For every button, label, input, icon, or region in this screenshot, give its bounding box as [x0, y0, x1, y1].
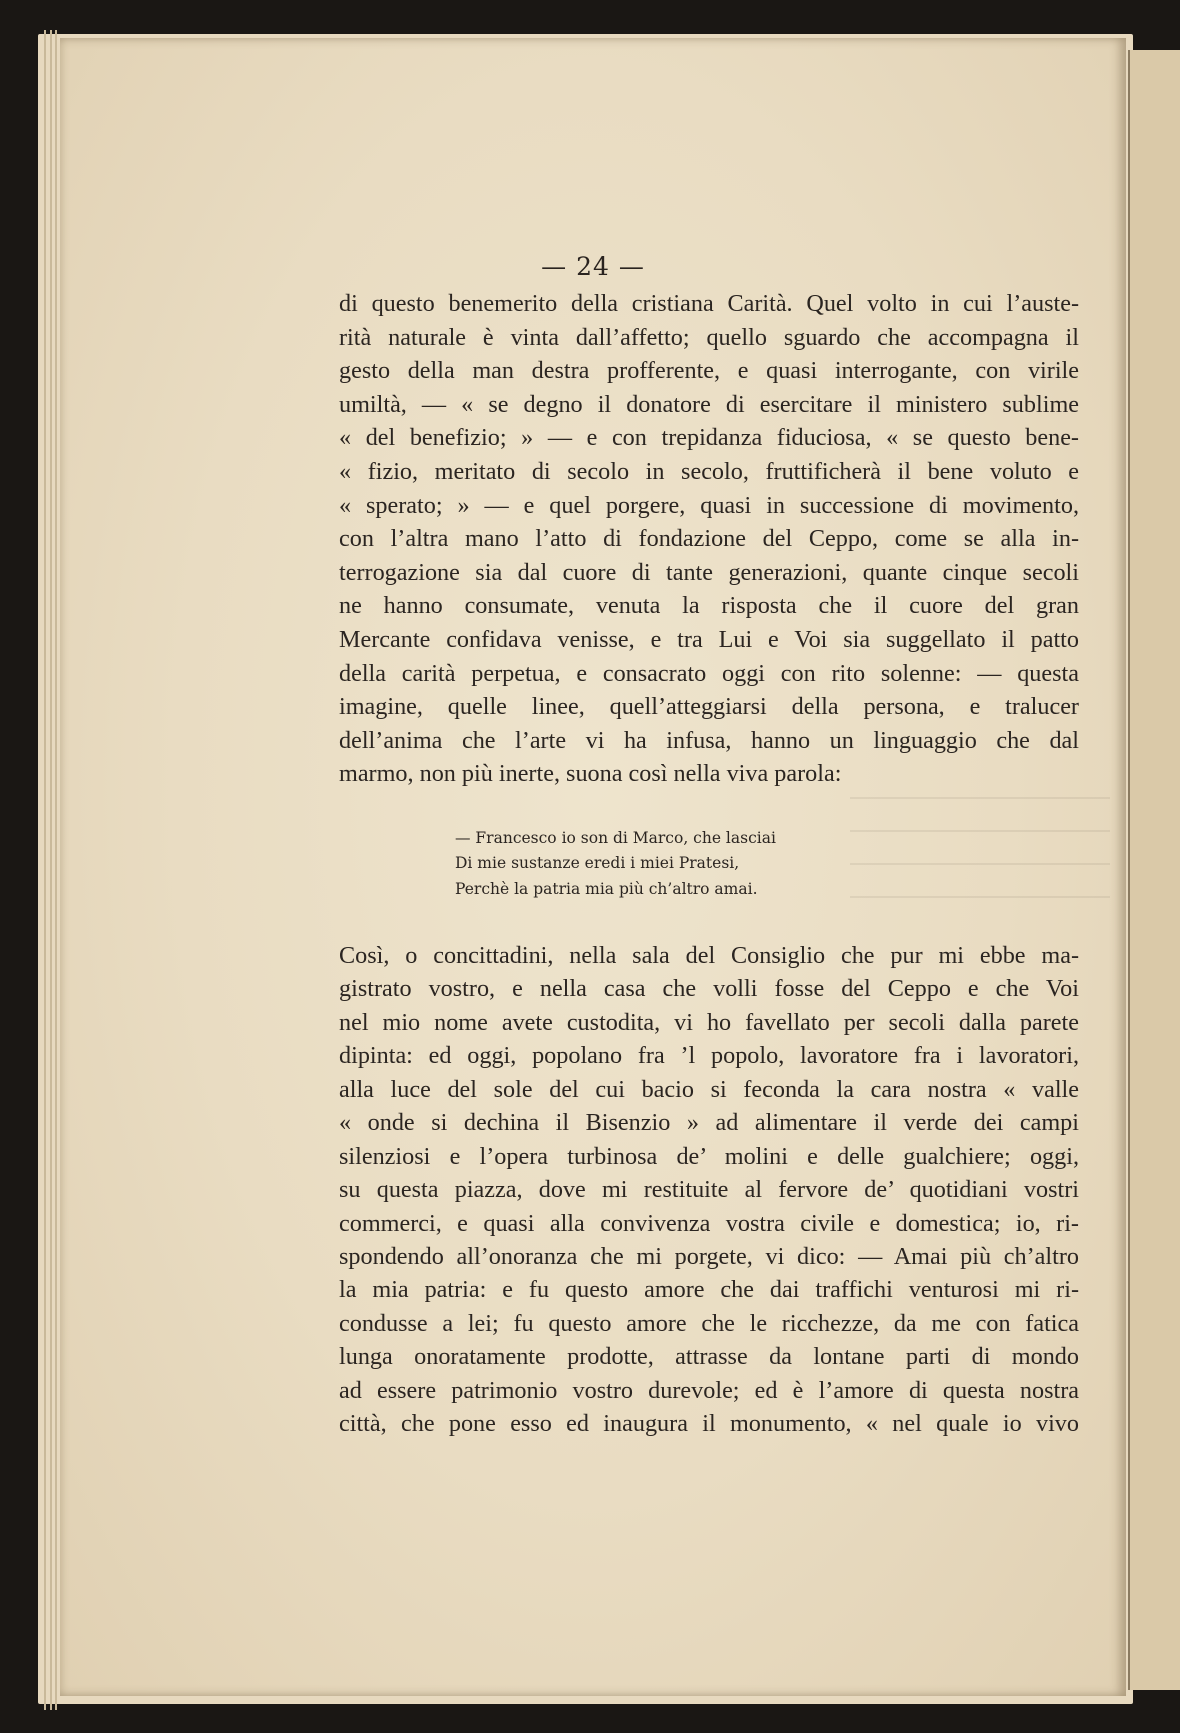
text-line: imagine, quelle linee, quell’atteggiarsi della persona, e tralucer — [339, 693, 1079, 721]
text-line: città, che pone esso ed inaugura il monumento, « nel quale io vivo — [339, 1410, 1079, 1438]
book-page — [60, 38, 1126, 1696]
verse-quote — [455, 826, 875, 902]
text-line: dipinta: ed oggi, popolano fra ’l popolo, lavoratore fra i lavoratori, — [339, 1042, 1079, 1070]
text-line: terrogazione sia dal cuore di tante generazioni, quante cinque secoli — [339, 558, 1079, 586]
paragraph-1 — [339, 287, 1079, 791]
text-line: commerci, e quasi alla convivenza vostra civile e domestica; io, ri- — [339, 1209, 1079, 1237]
text-line: lunga onoratamente prodotte, attrasse da lontane parti di mondo — [339, 1343, 1079, 1371]
text-line: nel mio nome avete custodita, vi ho favellato per secoli dalla parete — [339, 1008, 1079, 1036]
page-edge — [44, 30, 46, 1710]
verse-line: — Francesco io son di Marco, che lasciai — [455, 829, 776, 847]
text-line: alla luce del sole del cui bacio si feconda la cara nostra « valle — [339, 1075, 1079, 1103]
page-number: — 24 — — [541, 252, 645, 281]
page-edge — [50, 30, 52, 1710]
text-line: « sperato; » — e quel porgere, quasi in successione di movimento, — [339, 491, 1079, 519]
text-line: condusse a lei; fu questo amore che le ricchezze, da me con fatica — [339, 1309, 1079, 1337]
text-line: marmo, non più inerte, suona così nella viva parola: — [339, 760, 842, 788]
text-line: con l’altra mano l’atto di fondazione del Ceppo, come se alla in- — [339, 525, 1079, 553]
text-line: Mercante confidava venisse, e tra Lui e Voi sia suggellato il patto — [339, 625, 1079, 653]
text-line: gesto della man destra profferente, e quasi interrogante, con virile — [339, 357, 1079, 385]
text-line: ne hanno consumate, venuta la risposta che il cuore del gran — [339, 592, 1079, 620]
text-line: Così, o concittadini, nella sala del Consiglio che pur mi ebbe ma- — [339, 942, 1079, 969]
text-line: spondendo all’onoranza che mi porgete, vi dico: — Amai più ch’altro — [339, 1242, 1079, 1270]
text-line: gistrato vostro, e nella casa che volli fosse del Ceppo e che Voi — [339, 975, 1079, 1003]
paragraph-2 — [339, 939, 1079, 1441]
text-line: silenziosi e l’opera turbinosa de’ molini e delle gualchiere; oggi, — [339, 1142, 1079, 1170]
text-line: della carità perpetua, e consacrato oggi con rito solenne: — questa — [339, 659, 1079, 687]
text-line: di questo benemerito della cristiana Carità. Quel volto in cui l’auste- — [339, 290, 1079, 317]
text-line: rità naturale è vinta dall’affetto; quello sguardo che accompagna il — [339, 323, 1079, 351]
text-line: « fizio, meritato di secolo in secolo, fruttificherà il bene voluto e — [339, 457, 1079, 485]
show-through — [850, 778, 1110, 898]
facing-page-edge — [1128, 50, 1180, 1690]
page-edge — [55, 30, 57, 1710]
text-line: « onde si dechina il Bisenzio » ad alimentare il verde dei campi — [339, 1109, 1079, 1137]
text-line: su questa piazza, dove mi restituite al fervore de’ quotidiani vostri — [339, 1176, 1079, 1204]
text-line: ad essere patrimonio vostro durevole; ed è l’amore di questa nostra — [339, 1376, 1079, 1404]
text-line: dell’anima che l’arte vi ha infusa, hanno un linguaggio che dal — [339, 726, 1079, 754]
verse-line: Perchè la patria mia più ch’altro amai. — [455, 879, 758, 898]
text-line: la mia patria: e fu questo amore che dai traffichi venturosi mi ri- — [339, 1276, 1079, 1304]
text-line: umiltà, — « se degno il donatore di esercitare il ministero sublime — [339, 390, 1079, 418]
text-line: « del benefizio; » — e con trepidanza fiduciosa, « se questo bene- — [339, 424, 1079, 452]
verse-line: Di mie sustanze eredi i miei Pratesi, — [455, 854, 740, 873]
